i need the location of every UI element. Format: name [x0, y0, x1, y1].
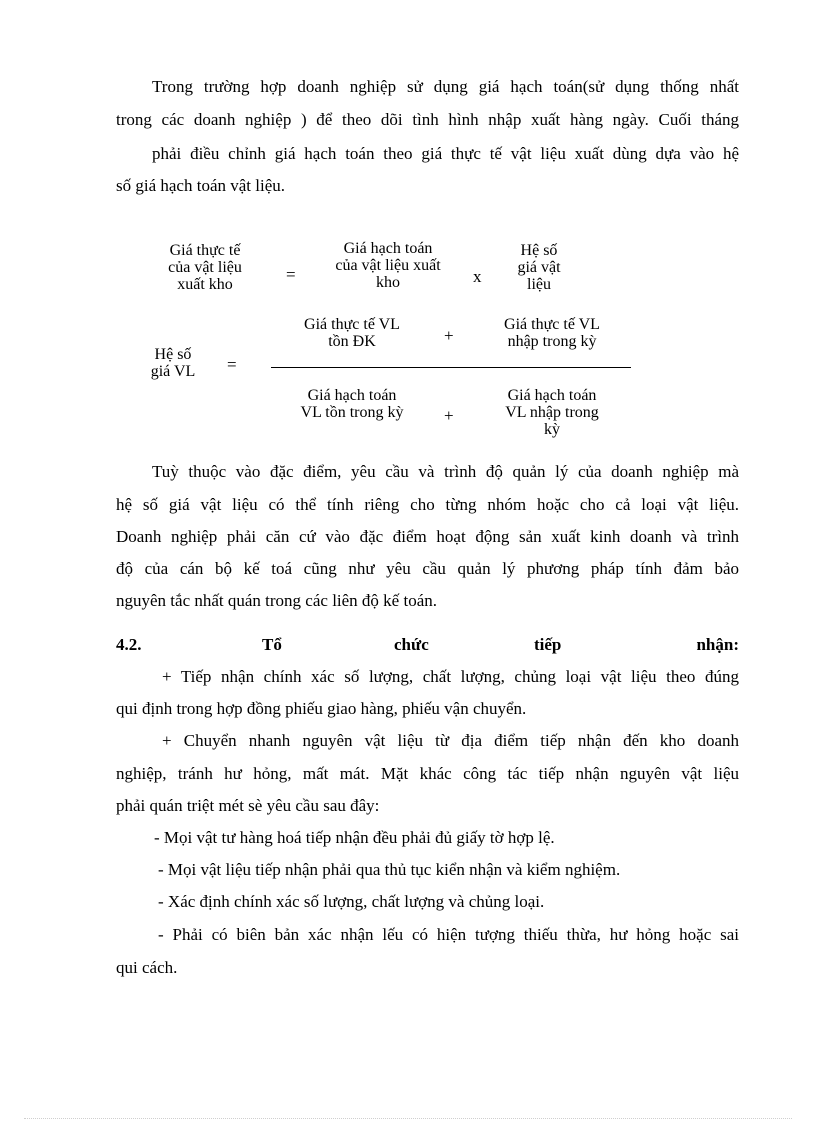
section-word-3: tiếp	[534, 635, 562, 654]
formula2-denominator-b: Giá hạch toán VL nhập trong kỳ	[505, 387, 599, 438]
section-word-1: Tổ	[262, 635, 282, 654]
section-word-2: chức	[394, 635, 429, 654]
bullet-item-1: - Mọi vật tư hàng hoá tiếp nhận đều phải đủ giấy tờ hợp lệ.	[154, 828, 555, 847]
paragraph4-line-2: nghiệp, tránh hư hỏng, mất mát. Mặt khác công tác tiếp nhận nguyên vật liệu	[116, 764, 739, 783]
formula1-middle: Giá hạch toán của vật liệu xuất kho	[335, 240, 441, 291]
formula2-plus-bottom: +	[444, 406, 454, 425]
paragraph1-line-4: số giá hạch toán vật liệu.	[116, 176, 286, 195]
paragraph2-line-4: độ của cán bộ kế toá cũng như yêu cầu quản lý phương pháp tính đảm bảo	[116, 559, 739, 578]
paragraph4-line-1: + Chuyển nhanh nguyên vật liệu từ địa điểm tiếp nhận đến kho doanh	[162, 731, 739, 750]
formula2-plus-top: +	[444, 326, 454, 345]
paragraph3-line-2: qui định trong hợp đồng phiếu giao hàng, phiếu vận chuyển.	[116, 699, 527, 718]
paragraph1-line-1: Trong trường hợp doanh nghiệp sử dụng giá hạch toán(sử dụng thống nhất	[152, 77, 739, 96]
formula2-numerator-a: Giá thực tế VL tồn ĐK	[304, 316, 400, 350]
paragraph3-line-1: + Tiếp nhận chính xác số lượng, chất lượng, chủng loại vật liệu theo đúng	[162, 667, 739, 686]
fraction-bar	[271, 367, 631, 368]
paragraph1-line-2: trong các doanh nghiệp ) để theo dõi tình hình nhập xuất hàng ngày. Cuối tháng	[116, 110, 739, 129]
paragraph2-line-1: Tuỳ thuộc vào đặc điểm, yêu cầu và trình độ quản lý của doanh nghiệp mà	[152, 462, 739, 481]
paragraph2-line-2: hệ số giá vật liệu có thể tính riêng cho từng nhóm hoặc cho cả loại vật liệu.	[116, 495, 739, 514]
bullet-item-4-line-1: - Phải có biên bản xác nhận lếu có hiện tượng thiếu thừa, hư hỏng hoặc sai	[158, 925, 739, 944]
paragraph2-line-5: nguyên tắc nhất quán trong các liên độ kế toán.	[116, 591, 437, 610]
paragraph1-line-3: phải điều chỉnh giá hạch toán theo giá thực tế vật liệu xuất dùng dựa vào hệ	[152, 144, 739, 163]
formula1-times-sign: x	[473, 267, 482, 286]
page-bottom-divider	[24, 1118, 792, 1119]
paragraph2-line-3: Doanh nghiệp phải căn cứ vào đặc điểm hoạt động sản xuất kinh doanh và trình	[116, 527, 739, 546]
formula2-left: Hệ số giá VL	[150, 346, 196, 380]
formula2-denominator-a: Giá hạch toán VL tồn trong kỳ	[300, 387, 404, 421]
formula1-right: Hệ số giá vật liệu	[517, 242, 561, 293]
section-word-4: nhận:	[696, 635, 739, 654]
bullet-item-2: - Mọi vật liệu tiếp nhận phải qua thủ tục kiển nhận và kiểm nghiệm.	[158, 860, 621, 879]
bullet-item-3: - Xác định chính xác số lượng, chất lượng và chủng loại.	[158, 892, 545, 911]
paragraph4-line-3: phải quán triệt mét sè yêu cầu sau đây:	[116, 796, 380, 815]
section-heading	[116, 634, 739, 656]
formula1-equals-sign: =	[286, 265, 296, 284]
section-number: 4.2.	[116, 635, 142, 654]
formula2-equals-sign: =	[227, 355, 237, 374]
bullet-item-4-line-2: qui cách.	[116, 958, 178, 977]
formula2-numerator-b: Giá thực tế VL nhập trong kỳ	[504, 316, 600, 350]
formula1-left: Giá thực tế của vật liệu xuất kho	[168, 242, 242, 293]
